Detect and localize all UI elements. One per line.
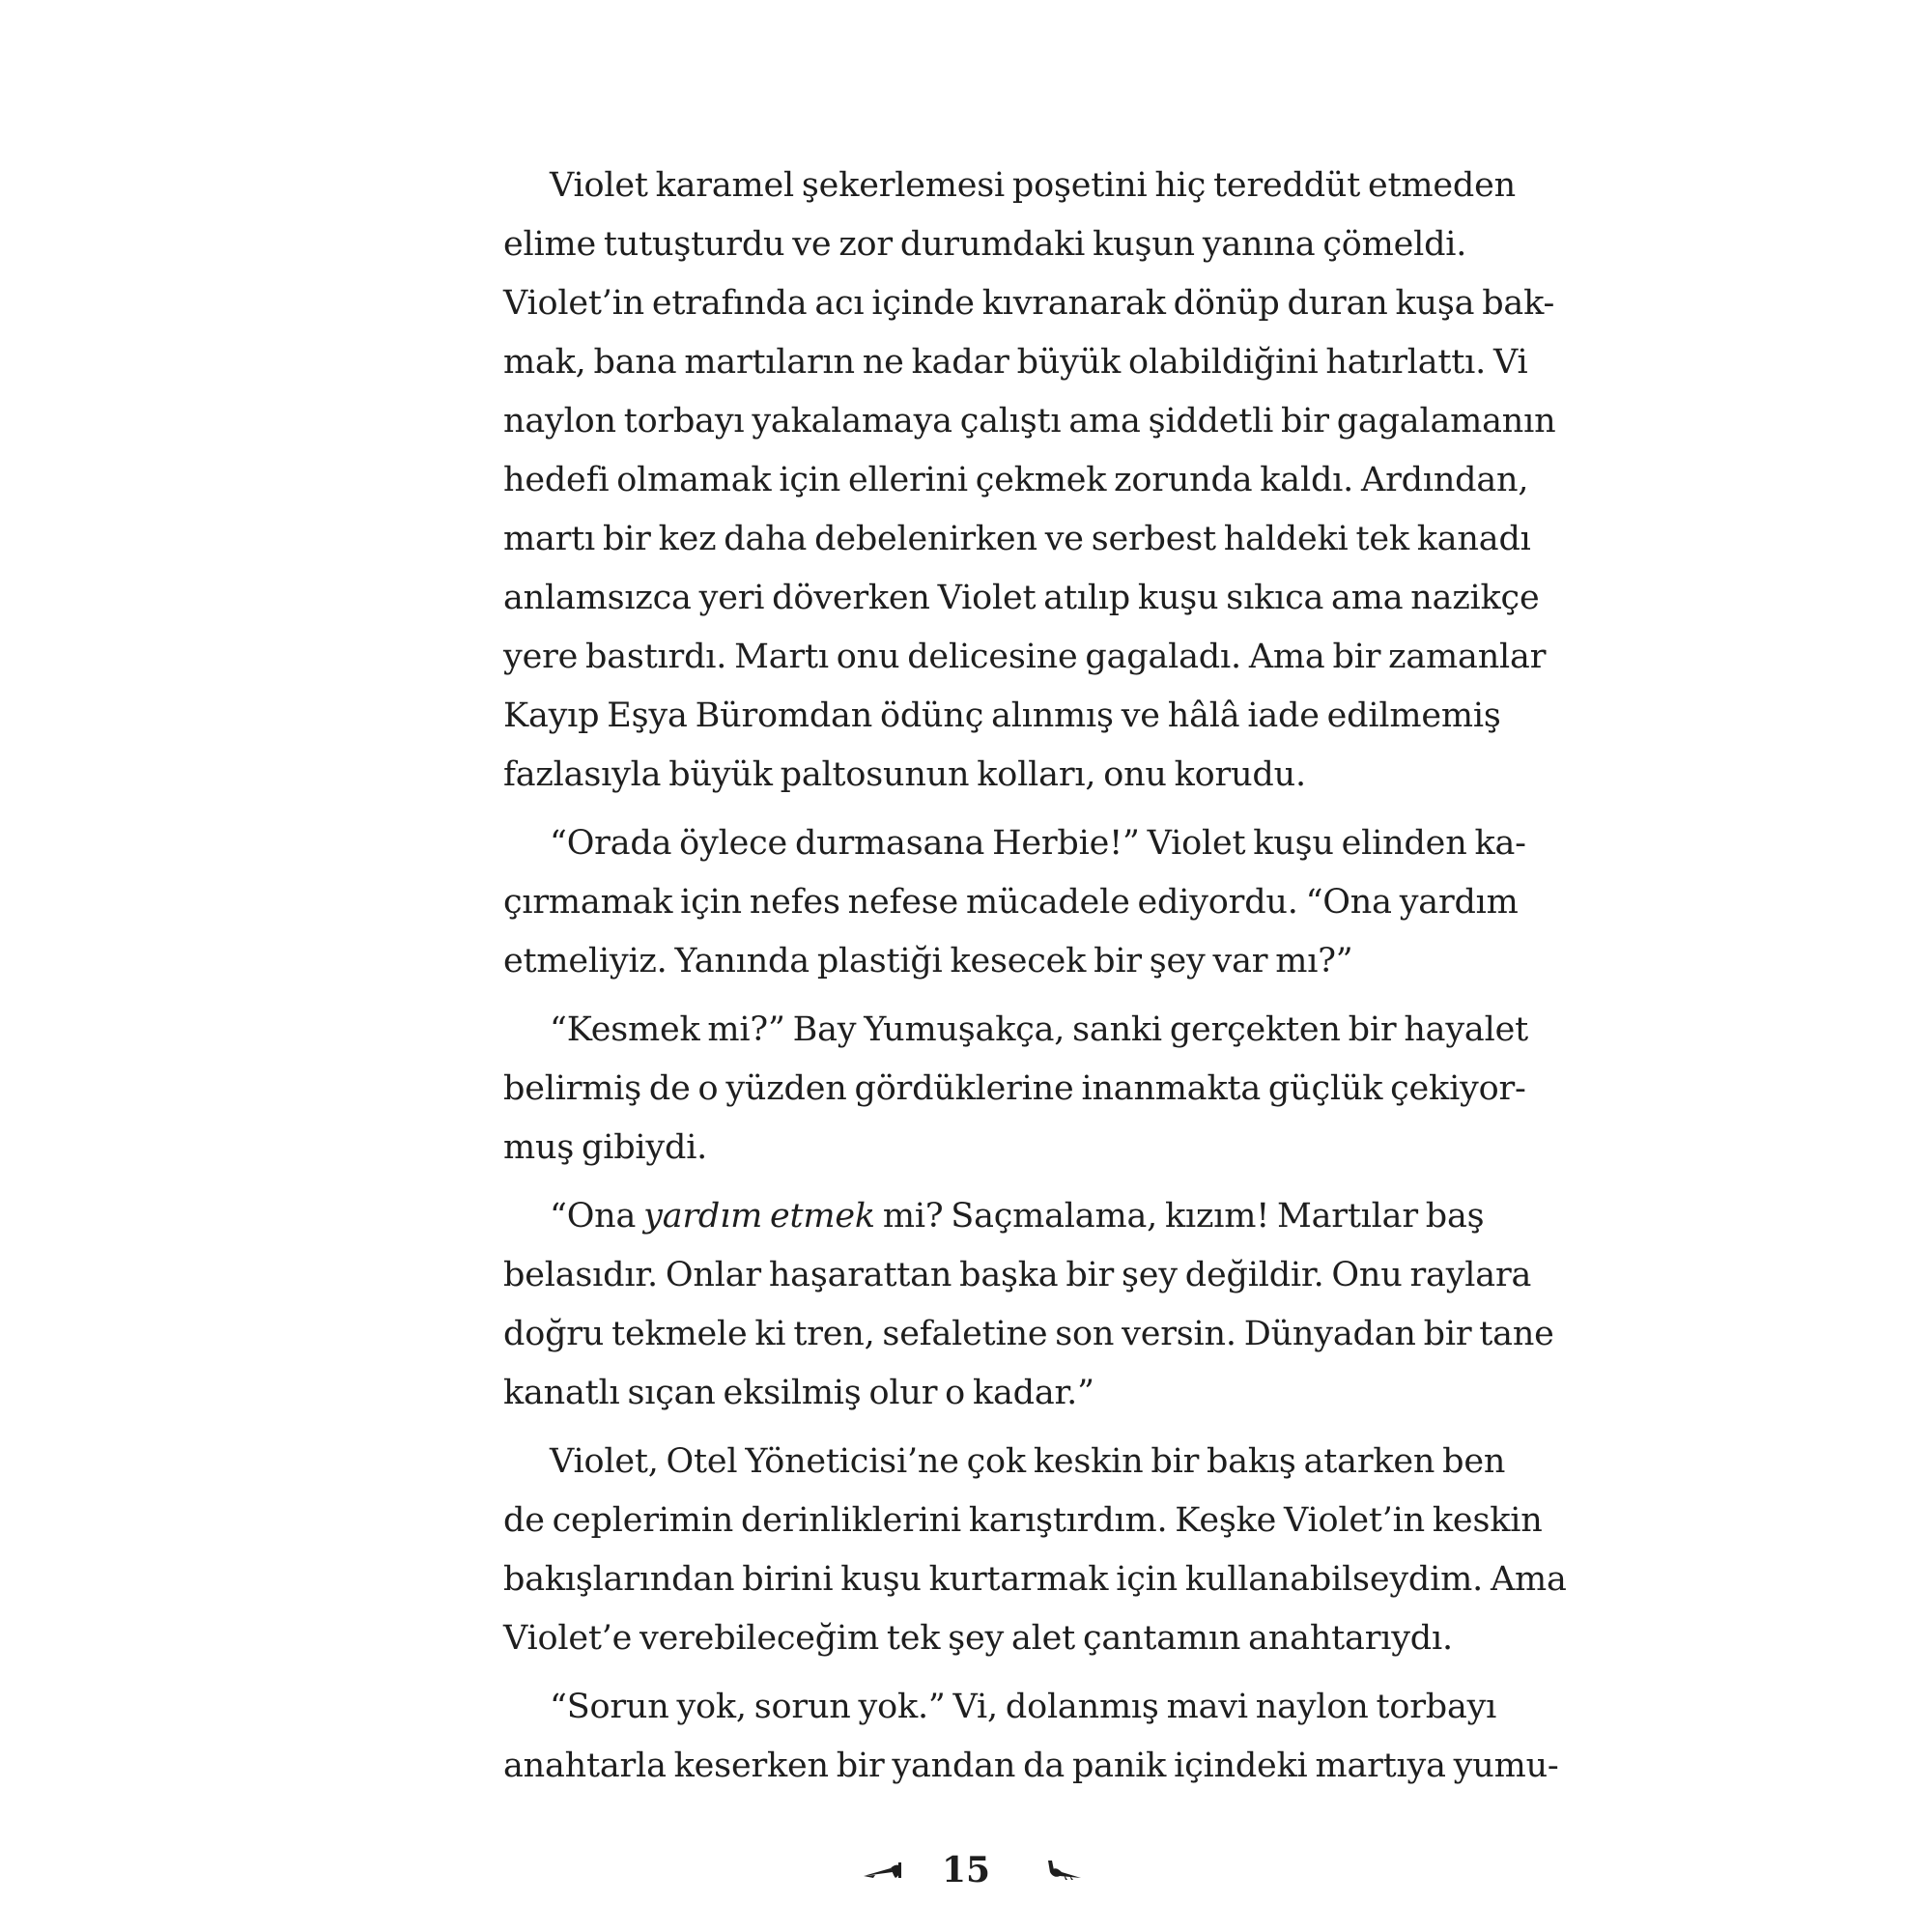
text-run: mi? Saçmalama, kızım! Martılar baş (874, 1197, 1485, 1236)
text-line: belirmiş de o yüzden gördüklerine inanmakta güçlük çekiyor- (503, 1069, 1526, 1108)
text-line: muş gibiydi. (503, 1128, 708, 1167)
left-ornament-icon (862, 1857, 908, 1882)
text-line (503, 1187, 1485, 1246)
text-line: doğru tekmele ki tren, sefaletine son versin. Dünyadan bir tane (503, 1315, 1554, 1353)
paragraph (503, 1187, 1554, 1423)
text-line: bakışlarından birini kuşu kurtarmak için kullanabilseydim. Ama (503, 1560, 1567, 1599)
text-line: anlamsızca yeri döverken Violet atılıp kuşu sıkıca ama nazikçe (503, 579, 1540, 617)
text-line: “Orada öylece durmasana Herbie!” Violet kuşu elinden ka- (550, 824, 1526, 863)
page-number: 15 (941, 1850, 991, 1890)
paragraph (503, 1001, 1528, 1178)
text-line: naylon torbayı yakalamaya çalıştı ama şiddetli bir gagalamanın (503, 402, 1556, 440)
paragraph (503, 814, 1526, 991)
text-line: “Kesmek mi?” Bay Yumuşakça, sanki gerçekten bir hayalet (550, 1010, 1528, 1049)
text-line: martı bir kez daha debelenirken ve serbest haldeki tek kanadı (503, 520, 1531, 558)
right-ornament-icon (1044, 1857, 1083, 1882)
text-line: fazlasıyla büyük paltosunun kolları, onu korudu. (503, 755, 1306, 794)
text-line: kanatlı sıçan eksilmiş olur o kadar.” (503, 1374, 1094, 1412)
text-line: Violet’e verebileceğim tek şey alet çantamın anahtarıydı. (503, 1619, 1453, 1658)
body-text (503, 156, 1567, 1796)
text-line: “Sorun yok, sorun yok.” Vi, dolanmış mavi naylon torbayı (550, 1688, 1497, 1726)
text-line: de ceplerimin derinliklerini karıştırdım. Keşke Violet’in keskin (503, 1501, 1543, 1540)
text-line: etmeliyiz. Yanında plastiği kesecek bir şey var mı?” (503, 942, 1353, 980)
text-line: Violet’in etrafında acı içinde kıvranarak dönüp duran kuşa bak- (503, 284, 1555, 323)
text-line: anahtarla keserken bir yandan da panik içindeki martıya yumu- (503, 1747, 1559, 1785)
text-line: mak, bana martıların ne kadar büyük olabildiğini hatırlattı. Vi (503, 343, 1528, 382)
paragraph (503, 1678, 1559, 1796)
paragraph (503, 1433, 1567, 1668)
text-line: Violet, Otel Yöneticisi’ne çok keskin bir bakış atarken ben (550, 1442, 1506, 1481)
text-line: çırmamak için nefes nefese mücadele ediyordu. “Ona yardım (503, 883, 1519, 922)
italic-text: yardım etmek (643, 1197, 875, 1236)
text-line: belasıdır. Onlar haşarattan başka bir şey değildir. Onu raylara (503, 1256, 1532, 1294)
text-line: Kayıp Eşya Büromdan ödünç alınmış ve hâlâ iade edilmemiş (503, 696, 1501, 735)
page-footer (0, 1843, 1932, 1901)
text-line: hedefi olmamak için ellerini çekmek zorunda kaldı. Ardından, (503, 461, 1529, 499)
text-line: yere bastırdı. Martı onu delicesine gagaladı. Ama bir zamanlar (503, 638, 1547, 676)
text-line: elime tutuşturdu ve zor durumdaki kuşun yanına çömeldi. (503, 225, 1467, 264)
paragraph (503, 156, 1556, 805)
text-run: “Ona (550, 1197, 644, 1236)
text-line: Violet karamel şekerlemesi poşetini hiç tereddüt etmeden (550, 166, 1516, 205)
